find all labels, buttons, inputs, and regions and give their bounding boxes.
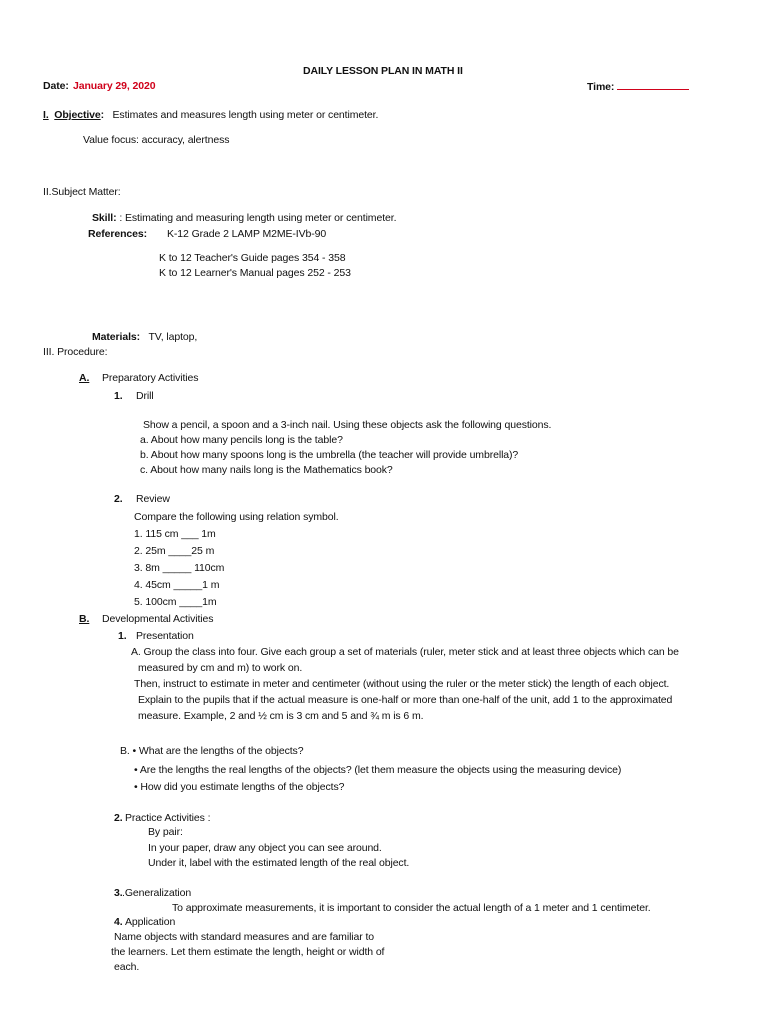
reference-3: K to 12 Learner's Manual pages 252 - 253 [159, 267, 351, 279]
date-label: Date: [43, 80, 69, 92]
skill-label: Skill: [92, 212, 117, 224]
review-item: 2. 25m ____25 m [134, 545, 215, 557]
materials-label: Materials: [92, 331, 141, 343]
objective-text: Estimates and measures length using meter or centimeter. [112, 109, 379, 121]
page-title: DAILY LESSON PLAN IN MATH II [303, 65, 463, 77]
drill-title: Drill [136, 390, 154, 402]
section-a-letter: A. [79, 372, 90, 384]
review-item: 1. 115 cm ___ 1m [134, 528, 216, 540]
presentation-a-line: Then, instruct to estimate in meter and centimeter (without using the ruler or the meter stick) the length of each object. [134, 678, 670, 690]
practice-line: Under it, label with the estimated length of the real object. [148, 857, 410, 869]
generalization-title: .Generalization [122, 887, 192, 899]
date-value: January 29, 2020 [73, 80, 156, 92]
section-a-title: Preparatory Activities [102, 372, 199, 384]
section-b-title: Developmental Activities [102, 613, 214, 625]
practice-line: By pair: [148, 826, 183, 838]
drill-number: 1. [114, 390, 123, 402]
presentation-b-line: • Are the lengths the real lengths of the objects? (let them measure the objects using the measuring device) [134, 764, 622, 776]
reference-1: K-12 Grade 2 LAMP M2ME-IVb-90 [167, 228, 327, 240]
skill-line [92, 212, 396, 225]
practice-number: 2. [114, 812, 123, 824]
references-label: References: [88, 228, 148, 240]
presentation-number: 1. [118, 630, 127, 642]
presentation-a-line: measure. Example, 2 and ½ cm is 3 cm and 5 and ¾ m is 6 m. [138, 710, 424, 722]
skill-text: : Estimating and measuring length using meter or centimeter. [119, 212, 397, 224]
application-title: Application [125, 916, 176, 928]
presentation-b-line: • How did you estimate lengths of the objects? [134, 781, 345, 793]
reference-2: K to 12 Teacher's Guide pages 354 - 358 [159, 252, 346, 264]
subject-matter-heading: II.Subject Matter: [43, 186, 121, 198]
time-label: Time: [587, 80, 689, 94]
practice-line: In your paper, draw any object you can see around. [148, 842, 382, 854]
drill-intro: Show a pencil, a spoon and a 3-inch nail. Using these objects ask the following questions. [143, 419, 552, 431]
materials-text: TV, laptop, [148, 331, 198, 343]
objective-number: I. [43, 109, 49, 121]
presentation-a-line: Explain to the pupils that if the actual measure is one-half or more than one-half of the unit, add 1 to the approximated [138, 694, 673, 706]
generalization-number: 3. [114, 887, 123, 899]
time-blank [617, 80, 689, 90]
presentation-a-line: measured by cm and m) to work on. [138, 662, 303, 674]
review-number: 2. [114, 493, 123, 505]
presentation-b-line: B. • What are the lengths of the objects? [120, 745, 304, 757]
review-item: 3. 8m _____ 110cm [134, 562, 225, 574]
objective-label: Objective [54, 109, 101, 121]
generalization-text: To approximate measurements, it is important to consider the actual length of a 1 meter and 1 centimeter. [172, 902, 651, 914]
drill-a: a. About how many pencils long is the table? [140, 434, 343, 446]
presentation-a-line: A. Group the class into four. Give each group a set of materials (ruler, meter stick and at least three objects which can be [131, 646, 679, 658]
procedure-heading: III. Procedure: [43, 346, 108, 358]
materials-line [92, 331, 197, 344]
section-b-letter: B. [79, 613, 90, 625]
application-number: 4. [114, 916, 123, 928]
application-line: the learners. Let them estimate the length, height or width of [111, 946, 385, 958]
presentation-title: Presentation [136, 630, 194, 642]
application-line: Name objects with standard measures and are familiar to [114, 931, 375, 943]
review-intro: Compare the following using relation symbol. [134, 511, 339, 523]
review-title: Review [136, 493, 170, 505]
drill-c: c. About how many nails long is the Mathematics book? [140, 464, 393, 476]
application-line: each. [114, 961, 140, 973]
review-item: 5. 100cm ____1m [134, 596, 217, 608]
review-item: 4. 45cm _____1 m [134, 579, 220, 591]
practice-title: Practice Activities : [125, 812, 211, 824]
objective-line: I. Objective: Estimates and measures length using meter or centimeter. [43, 109, 379, 121]
drill-b: b. About how many spoons long is the umbrella (the teacher will provide umbrella)? [140, 449, 519, 461]
value-focus: Value focus: accuracy, alertness [83, 134, 230, 146]
